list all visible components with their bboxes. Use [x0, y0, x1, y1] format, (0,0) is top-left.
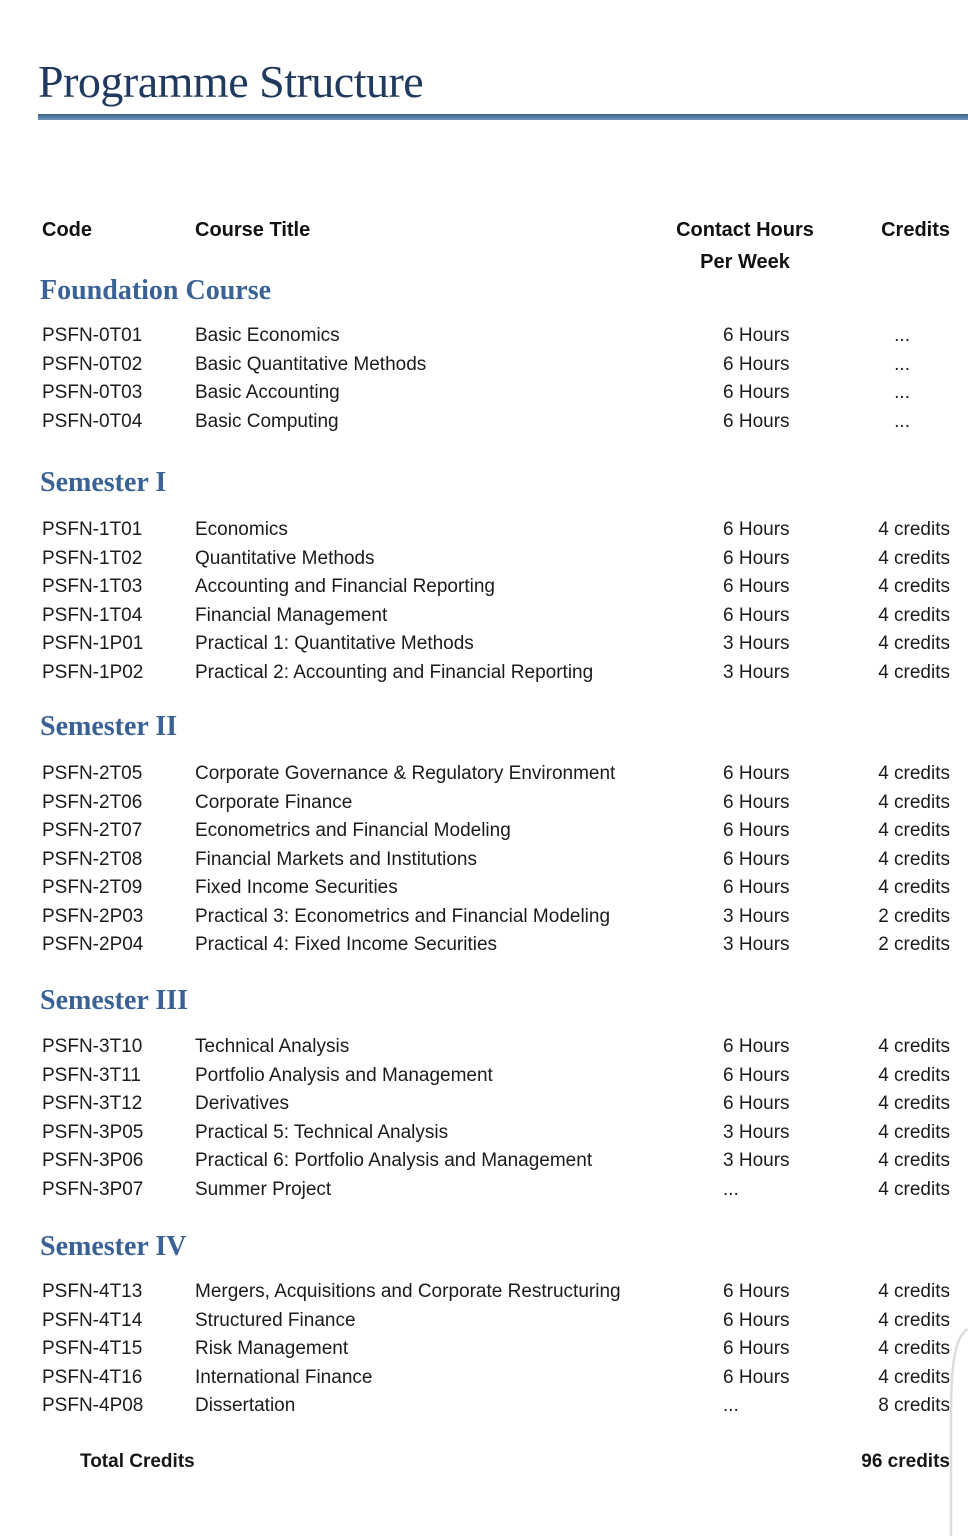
course-code: PSFN-4T15 — [42, 1338, 143, 1360]
page-curl-edge — [938, 1326, 968, 1536]
course-credits: 4 credits — [878, 1178, 950, 1200]
table-row — [0, 1147, 968, 1176]
table-header-row — [0, 214, 968, 278]
table-row — [0, 630, 968, 659]
table-row — [0, 545, 968, 574]
course-credits: 4 credits — [878, 1338, 950, 1360]
header-contact-hours-line1: Contact Hours — [676, 219, 814, 241]
section-heading: Semester IV — [40, 1231, 187, 1262]
contact-hours: 6 Hours — [723, 1036, 790, 1058]
section-rows — [0, 322, 968, 436]
course-code: PSFN-4T16 — [42, 1366, 143, 1388]
course-title: Financial Markets and Institutions — [195, 848, 477, 870]
course-credits: 4 credits — [878, 1281, 950, 1303]
table-row — [0, 1062, 968, 1091]
course-code: PSFN-2T08 — [42, 848, 143, 870]
table-row — [0, 351, 968, 380]
section-heading: Semester I — [40, 467, 167, 498]
course-code: PSFN-0T01 — [42, 325, 143, 347]
contact-hours: 6 Hours — [723, 547, 790, 569]
course-credits: ... — [894, 382, 910, 404]
course-title: Basic Accounting — [195, 382, 340, 404]
course-credits: 4 credits — [878, 1366, 950, 1388]
course-credits: 4 credits — [878, 1150, 950, 1172]
contact-hours: 6 Hours — [723, 604, 790, 626]
contact-hours: 6 Hours — [723, 820, 790, 842]
course-title: Technical Analysis — [195, 1036, 350, 1058]
course-title: Practical 3: Econometrics and Financial Modeling — [195, 905, 611, 927]
course-code: PSFN-1T02 — [42, 547, 143, 569]
section-rows — [0, 516, 968, 687]
table-row — [0, 516, 968, 545]
course-title: Econometrics and Financial Modeling — [195, 820, 511, 842]
table-row — [0, 379, 968, 408]
course-title: Basic Computing — [195, 410, 339, 432]
contact-hours: 6 Hours — [723, 763, 790, 785]
section-heading: Semester II — [40, 711, 178, 742]
table-row — [0, 874, 968, 903]
contact-hours: ... — [723, 1178, 739, 1200]
course-credits: 2 credits — [878, 934, 950, 956]
course-code: PSFN-3P07 — [42, 1178, 144, 1200]
course-credits: 4 credits — [878, 1121, 950, 1143]
course-title: Accounting and Financial Reporting — [195, 576, 495, 598]
title-underline-rule — [38, 114, 968, 120]
course-credits: 4 credits — [878, 576, 950, 598]
contact-hours: 6 Hours — [723, 1309, 790, 1331]
page-title: Programme Structure — [38, 56, 424, 107]
course-credits: 4 credits — [878, 661, 950, 683]
table-row — [0, 760, 968, 789]
course-credits: ... — [894, 325, 910, 347]
course-title: Economics — [195, 519, 288, 541]
table-row — [0, 573, 968, 602]
course-credits: 4 credits — [878, 547, 950, 569]
course-code: PSFN-3T12 — [42, 1093, 143, 1115]
table-row — [0, 1033, 968, 1062]
contact-hours: 6 Hours — [723, 576, 790, 598]
contact-hours: 6 Hours — [723, 325, 790, 347]
table-row — [0, 903, 968, 932]
table-row — [0, 1392, 968, 1421]
contact-hours: 6 Hours — [723, 1366, 790, 1388]
table-row — [0, 602, 968, 631]
course-credits: ... — [894, 410, 910, 432]
course-code: PSFN-0T04 — [42, 410, 143, 432]
course-credits: 4 credits — [878, 848, 950, 870]
course-code: PSFN-2P04 — [42, 934, 144, 956]
section-rows — [0, 1278, 968, 1421]
course-credits: 4 credits — [878, 1064, 950, 1086]
course-title: Derivatives — [195, 1093, 289, 1115]
contact-hours: 6 Hours — [723, 353, 790, 375]
course-credits: 4 credits — [878, 519, 950, 541]
section-heading: Foundation Course — [40, 275, 272, 306]
course-credits: 4 credits — [878, 763, 950, 785]
course-title: Practical 2: Accounting and Financial Reporting — [195, 661, 594, 683]
course-code: PSFN-0T02 — [42, 353, 143, 375]
contact-hours: 6 Hours — [723, 1093, 790, 1115]
course-title: Fixed Income Securities — [195, 877, 398, 899]
course-code: PSFN-3P06 — [42, 1150, 144, 1172]
contact-hours: 6 Hours — [723, 519, 790, 541]
course-code: PSFN-2T09 — [42, 877, 143, 899]
course-title: Financial Management — [195, 604, 388, 626]
header-contact-hours-line2: Per Week — [700, 251, 790, 273]
header-course-title: Course Title — [195, 219, 311, 241]
course-credits: 8 credits — [878, 1395, 950, 1417]
course-code: PSFN-2T07 — [42, 820, 143, 842]
course-title: Portfolio Analysis and Management — [195, 1064, 493, 1086]
course-code: PSFN-1T03 — [42, 576, 143, 598]
course-title: Mergers, Acquisitions and Corporate Restructuring — [195, 1281, 621, 1303]
contact-hours: ... — [723, 1395, 739, 1417]
contact-hours: 6 Hours — [723, 791, 790, 813]
course-code: PSFN-4P08 — [42, 1395, 144, 1417]
course-code: PSFN-1T01 — [42, 519, 143, 541]
contact-hours: 3 Hours — [723, 1150, 790, 1172]
course-code: PSFN-4T14 — [42, 1309, 143, 1331]
table-row — [0, 408, 968, 437]
table-row — [0, 931, 968, 960]
course-title: Summer Project — [195, 1178, 332, 1200]
course-credits: 4 credits — [878, 604, 950, 626]
course-title: Corporate Governance & Regulatory Environment — [195, 763, 616, 785]
course-title: Practical 6: Portfolio Analysis and Management — [195, 1150, 593, 1172]
course-credits: 4 credits — [878, 1309, 950, 1331]
table-row — [0, 1364, 968, 1393]
contact-hours: 3 Hours — [723, 905, 790, 927]
section-rows — [0, 1033, 968, 1204]
contact-hours: 3 Hours — [723, 934, 790, 956]
contact-hours: 6 Hours — [723, 877, 790, 899]
course-title: International Finance — [195, 1366, 373, 1388]
table-row — [0, 846, 968, 875]
contact-hours: 6 Hours — [723, 382, 790, 404]
course-title: Dissertation — [195, 1395, 296, 1417]
course-code: PSFN-0T03 — [42, 382, 143, 404]
contact-hours: 3 Hours — [723, 633, 790, 655]
course-title: Practical 5: Technical Analysis — [195, 1121, 449, 1143]
total-credits-label: Total Credits — [80, 1451, 195, 1472]
table-row — [0, 1176, 968, 1205]
course-credits: 4 credits — [878, 1093, 950, 1115]
table-row — [0, 1307, 968, 1336]
table-row — [0, 1278, 968, 1307]
course-code: PSFN-3T11 — [42, 1064, 141, 1086]
contact-hours: 6 Hours — [723, 1281, 790, 1303]
course-title: Basic Economics — [195, 325, 340, 347]
contact-hours: 6 Hours — [723, 1338, 790, 1360]
course-code: PSFN-2T06 — [42, 791, 143, 813]
header-credits: Credits — [881, 219, 950, 241]
course-code: PSFN-2T05 — [42, 763, 143, 785]
contact-hours: 3 Hours — [723, 661, 790, 683]
header-contact-hours — [650, 214, 840, 278]
course-title: Practical 4: Fixed Income Securities — [195, 934, 498, 956]
course-credits: ... — [894, 353, 910, 375]
course-code: PSFN-2P03 — [42, 905, 144, 927]
contact-hours: 6 Hours — [723, 410, 790, 432]
course-credits: 4 credits — [878, 791, 950, 813]
course-title: Structured Finance — [195, 1309, 356, 1331]
course-code: PSFN-3T10 — [42, 1036, 143, 1058]
course-title: Basic Quantitative Methods — [195, 353, 427, 375]
header-code: Code — [42, 219, 92, 241]
contact-hours: 3 Hours — [723, 1121, 790, 1143]
course-title: Quantitative Methods — [195, 547, 375, 569]
table-row — [0, 1090, 968, 1119]
course-title: Corporate Finance — [195, 791, 353, 813]
course-title: Practical 1: Quantitative Methods — [195, 633, 474, 655]
course-credits: 4 credits — [878, 877, 950, 899]
section-rows — [0, 760, 968, 960]
total-credits-row — [0, 1448, 968, 1476]
table-row — [0, 322, 968, 351]
course-credits: 2 credits — [878, 905, 950, 927]
course-code: PSFN-1P02 — [42, 661, 144, 683]
table-row — [0, 817, 968, 846]
course-code: PSFN-3P05 — [42, 1121, 144, 1143]
table-row — [0, 1335, 968, 1364]
total-credits-value: 96 credits — [861, 1451, 950, 1472]
table-row — [0, 1119, 968, 1148]
course-code: PSFN-4T13 — [42, 1281, 143, 1303]
table-row — [0, 659, 968, 688]
course-code: PSFN-1T04 — [42, 604, 143, 626]
course-credits: 4 credits — [878, 820, 950, 842]
course-credits: 4 credits — [878, 1036, 950, 1058]
course-credits: 4 credits — [878, 633, 950, 655]
contact-hours: 6 Hours — [723, 848, 790, 870]
section-heading: Semester III — [40, 985, 189, 1016]
table-row — [0, 789, 968, 818]
course-code: PSFN-1P01 — [42, 633, 144, 655]
contact-hours: 6 Hours — [723, 1064, 790, 1086]
course-title: Risk Management — [195, 1338, 349, 1360]
